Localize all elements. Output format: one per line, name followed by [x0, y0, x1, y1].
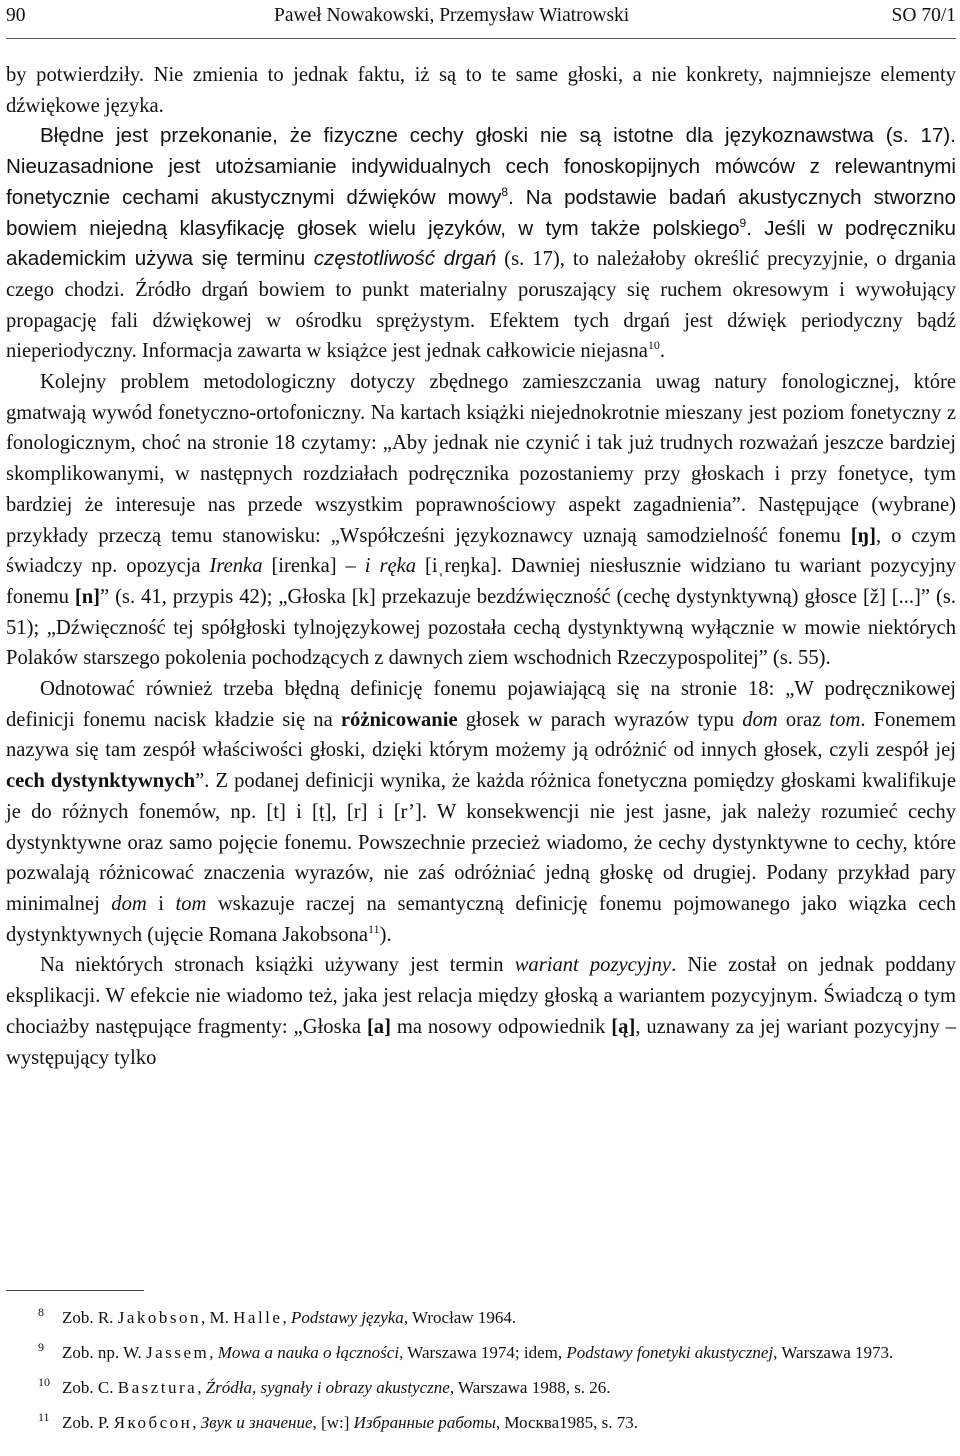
header-volume: SO 70/1 — [891, 5, 956, 26]
p4-text-b: głosek w parach wyrazów typu — [457, 708, 743, 731]
paragraph-3 — [6, 367, 956, 674]
footnote-title: Źródła, sygnały i obrazy akustyczne — [205, 1378, 450, 1397]
footnote-text: Zob. C. — [62, 1378, 118, 1397]
footnote-title: Звук и значение — [200, 1413, 313, 1432]
footnote-ref-8[interactable]: 8 — [501, 184, 509, 199]
footnote-text: , [w:] — [312, 1413, 354, 1432]
p5-text-d: , uznawany za jej wariant pozycyjny – występujący tylko — [6, 1015, 956, 1069]
p3-text-b: , o czym świadczy np. opozycja — [6, 524, 956, 578]
p4-text-e: ”. Z podanej definicji wynika, że każda różnica fonetyczna pomiędzy głoskami kwalifikuje je do różnych fonemów, np. [t] i [ṭ], [r] i [r’]. W konsekwencji nie jest jasne, jak należy rozumieć cechy dystynktywne oraz samo pojęcie fonemu. Powszechnie przecież wiadomo, że cechy dystynktywne to cechy, które pozwalają różnicować znaczenia wyrazów, nie zaś odróżniać jedną głoskę od drugiej. Podany przykład pary minimalnej — [6, 770, 956, 915]
footnote-author: Jassem — [146, 1343, 210, 1362]
p4-bold-2: cech dystynktywnych — [6, 770, 196, 793]
footnote-text: , Москва1985, s. 73. — [495, 1413, 639, 1432]
p1-text: by potwierdziły. Nie zmienia to jednak faktu, iż są to te same głoski, a nie konkrety, najmniejsze elementy dźwiękowe języka. — [6, 64, 956, 117]
p4-italic-4: tom — [175, 892, 207, 915]
running-header — [6, 2, 956, 30]
p5-term: wariant pozycyjny — [514, 954, 672, 977]
footnote-title: Podstawy języka — [290, 1308, 404, 1327]
p4-italic-3: dom — [111, 892, 147, 915]
footnote-9: 9 Zob. np. W. Jassem, Mowa a nauka o łączności, Warszawa 1974; idem, Podstawy fonetyki akustycznej, Warszawa 1973. — [38, 1340, 894, 1362]
paragraph-1 — [6, 60, 956, 121]
header-rule — [6, 38, 956, 39]
footnote-10: 10 Zob. C. Basztura, Źródła, sygnały i obrazy akustyczne, Warszawa 1988, s. 26. — [38, 1375, 611, 1397]
footnote-ref-10[interactable]: 10 — [647, 338, 660, 353]
p3-example-2: i ręka — [364, 555, 417, 578]
p3-text-a: Kolejny problem metodologiczny dotyczy zbędnego zamieszczania uwag natury fonologicznej, które gmatwają wywód fonetyczno-ortofoniczny. Na kartach książki niejednokrotnie mieszany jest poziom fonetyczny z fonologicznym, choć na stronie 18 czytamy: „Aby jednak nie czynić i tak już trudnych rozważań jeszcze bardziej skomplikowanymi, w następnych rozdziałach podręcznika pozostaniemy przy głoskach i przy fonetyce, tym bardziej że interesuje nas przede wszystkim poprawnościowy aspekt zagadnienia”. Następujące (wybrane) przykłady przeczą temu stanowisku: „Współcześni językoznawcy uznają samodzielność fonemu — [6, 371, 956, 547]
footnote-text: , Wrocław 1964. — [403, 1308, 517, 1327]
p4-italic-2: tom — [829, 708, 861, 731]
footnote-11: 11 Zob. Р. Якобсон, Звук и значение, [w:] Избранные работы, Москва1985, s. 73. — [38, 1410, 639, 1432]
p2-text-d: (s. 17), to należałoby określić precyzyjnie, o drgania czego chodzi. Źródło drgań bowiem to punkt materialny poruszający się ruchem okresowym i wywołujący propagację fali dźwiękowej w ośrodku sprężystym. Efektem tych drgań jest dźwięk periodyczny bądź nieperiodyczny. Informacja zawarta w książce jest jednak całkowicie niejasna — [6, 248, 957, 363]
p2-text-e: . — [659, 340, 666, 363]
footnote-text: , — [192, 1413, 201, 1432]
p3-text-c: [irenka] – — [262, 555, 365, 578]
p3-phoneme-2: [n] — [74, 585, 101, 608]
paragraph-2 — [6, 121, 956, 367]
footnote-ref-9[interactable]: 9 — [739, 215, 747, 230]
body-text — [6, 60, 956, 1073]
footnote-text: , — [197, 1378, 206, 1397]
p2-text-c: . Jeśli w podręczniku akademickim używa się terminu — [6, 216, 956, 271]
footnote-author: Jakobson — [117, 1308, 202, 1327]
p5-text-c: ma nosowy odpowiednik — [390, 1015, 612, 1038]
footnote-text: , — [209, 1343, 218, 1362]
footnote-title: Podstawy fonetyki akustycznej — [566, 1343, 774, 1362]
p4-text-c: oraz — [777, 708, 830, 731]
footnote-text: , Warszawa 1974; idem, — [399, 1343, 567, 1362]
footnote-text: , Warszawa 1973. — [773, 1343, 894, 1362]
p4-text-a: Odnotować również trzeba błędną definicję fonemu pojawiającą się na stronie 18: „W podręcznikowej definicji fonemu nacisk kładzie się na — [6, 678, 956, 731]
footnote-title: Mowa a nauka o łączności — [217, 1343, 400, 1362]
p4-text-d: . Fonemem nazywa się tam zespół właściwości głoski, dzięki którym możemy ją odróżnić od innych głosek, czyli zespół jej — [6, 708, 956, 762]
page-number: 90 — [6, 5, 26, 26]
footnote-text: , — [282, 1308, 291, 1327]
footnote-text: Zob. Р. — [62, 1413, 114, 1432]
footnote-text: Zob. np. W. — [62, 1343, 147, 1362]
p2-text-a: Błędne jest przekonanie, że fizyczne cechy głoski nie są istotne dla językoznawstwa (s. 17). Nieuzasadnione jest utożsamianie indywidualnych cech fonoskopijnych mówców z relewantnymi fonetycznie cechami akustycznymi dźwięków mowy — [6, 124, 956, 209]
p5-text-b: . Nie został on jednak poddany eksplikacji. W efekcie nie wiadomo też, jaka jest relacja między głoską a wariantem pozycyjnym. Świadczą o tym chociażby następujące fragmenty: „Głoska — [6, 954, 956, 1038]
p5-phoneme-2: [ą] — [611, 1015, 636, 1038]
footnote-title: Избранные работы — [353, 1413, 496, 1432]
footnote-8: 8 Zob. R. Jakobson, M. Halle, Podstawy języka, Wrocław 1964. — [38, 1305, 517, 1327]
p4-text-g: wskazuje raczej na semantyczną definicję fonemu pojmowanego jako wiązka cech dystynktywnych (ujęcie Romana Jakobsona — [6, 892, 956, 946]
footnote-ref-11[interactable]: 11 — [368, 921, 380, 936]
header-authors: Paweł Nowakowski, Przemysław Wiatrowski — [274, 5, 630, 26]
p5-phoneme-1: [a] — [366, 1015, 391, 1038]
p3-text-d: [iˌreŋka]. Dawniej niesłusznie widziano tu wariant pozycyjny fonemu — [6, 555, 956, 608]
footnote-rule — [6, 1290, 144, 1291]
p5-text-a: Na niektórych stronach książki używany jest termin — [40, 954, 515, 977]
p4-text-h: ). — [379, 923, 392, 946]
footnotes — [6, 1304, 956, 1444]
footnote-author: Basztura — [117, 1378, 198, 1397]
p4-italic-1: dom — [742, 708, 778, 731]
paragraph-4 — [6, 674, 956, 950]
paragraph-5 — [6, 950, 956, 1073]
p2-text-b: . Na podstawie badań akustycznych stworzno bowiem niejedną klasyfikację głosek wielu języków, w tym także polskiego — [6, 185, 956, 240]
p3-text-e: ” (s. 41, przypis 42); „Głoska [k] przekazuje bezdźwięczność (cechę dystynktywną) głosce [ž] [...]” (s. 51); „Dźwięczność tej spółgłoski tylnojęzykowej pozostała cechą dystynktywną wyłącznie w mowie niektórych Polaków starszego pokolenia pochodzących z dawnych ziem wschodnich Rzeczypospolitej” (s. 55). — [6, 585, 957, 670]
p3-phoneme-1: [ŋ] — [850, 524, 876, 547]
p2-term: częstotliwość drgań — [313, 247, 497, 271]
footnote-text: , Warszawa 1988, s. 26. — [449, 1378, 611, 1397]
footnote-text: Zob. R. — [62, 1308, 118, 1327]
footnote-text: , M. — [201, 1308, 234, 1327]
p4-text-f: i — [146, 892, 176, 915]
footnote-author: Halle — [233, 1308, 283, 1327]
p3-example-1: Irenka — [209, 555, 263, 578]
footnote-author: Якобсон — [113, 1413, 193, 1432]
p4-bold-1: różnicowanie — [340, 708, 458, 731]
